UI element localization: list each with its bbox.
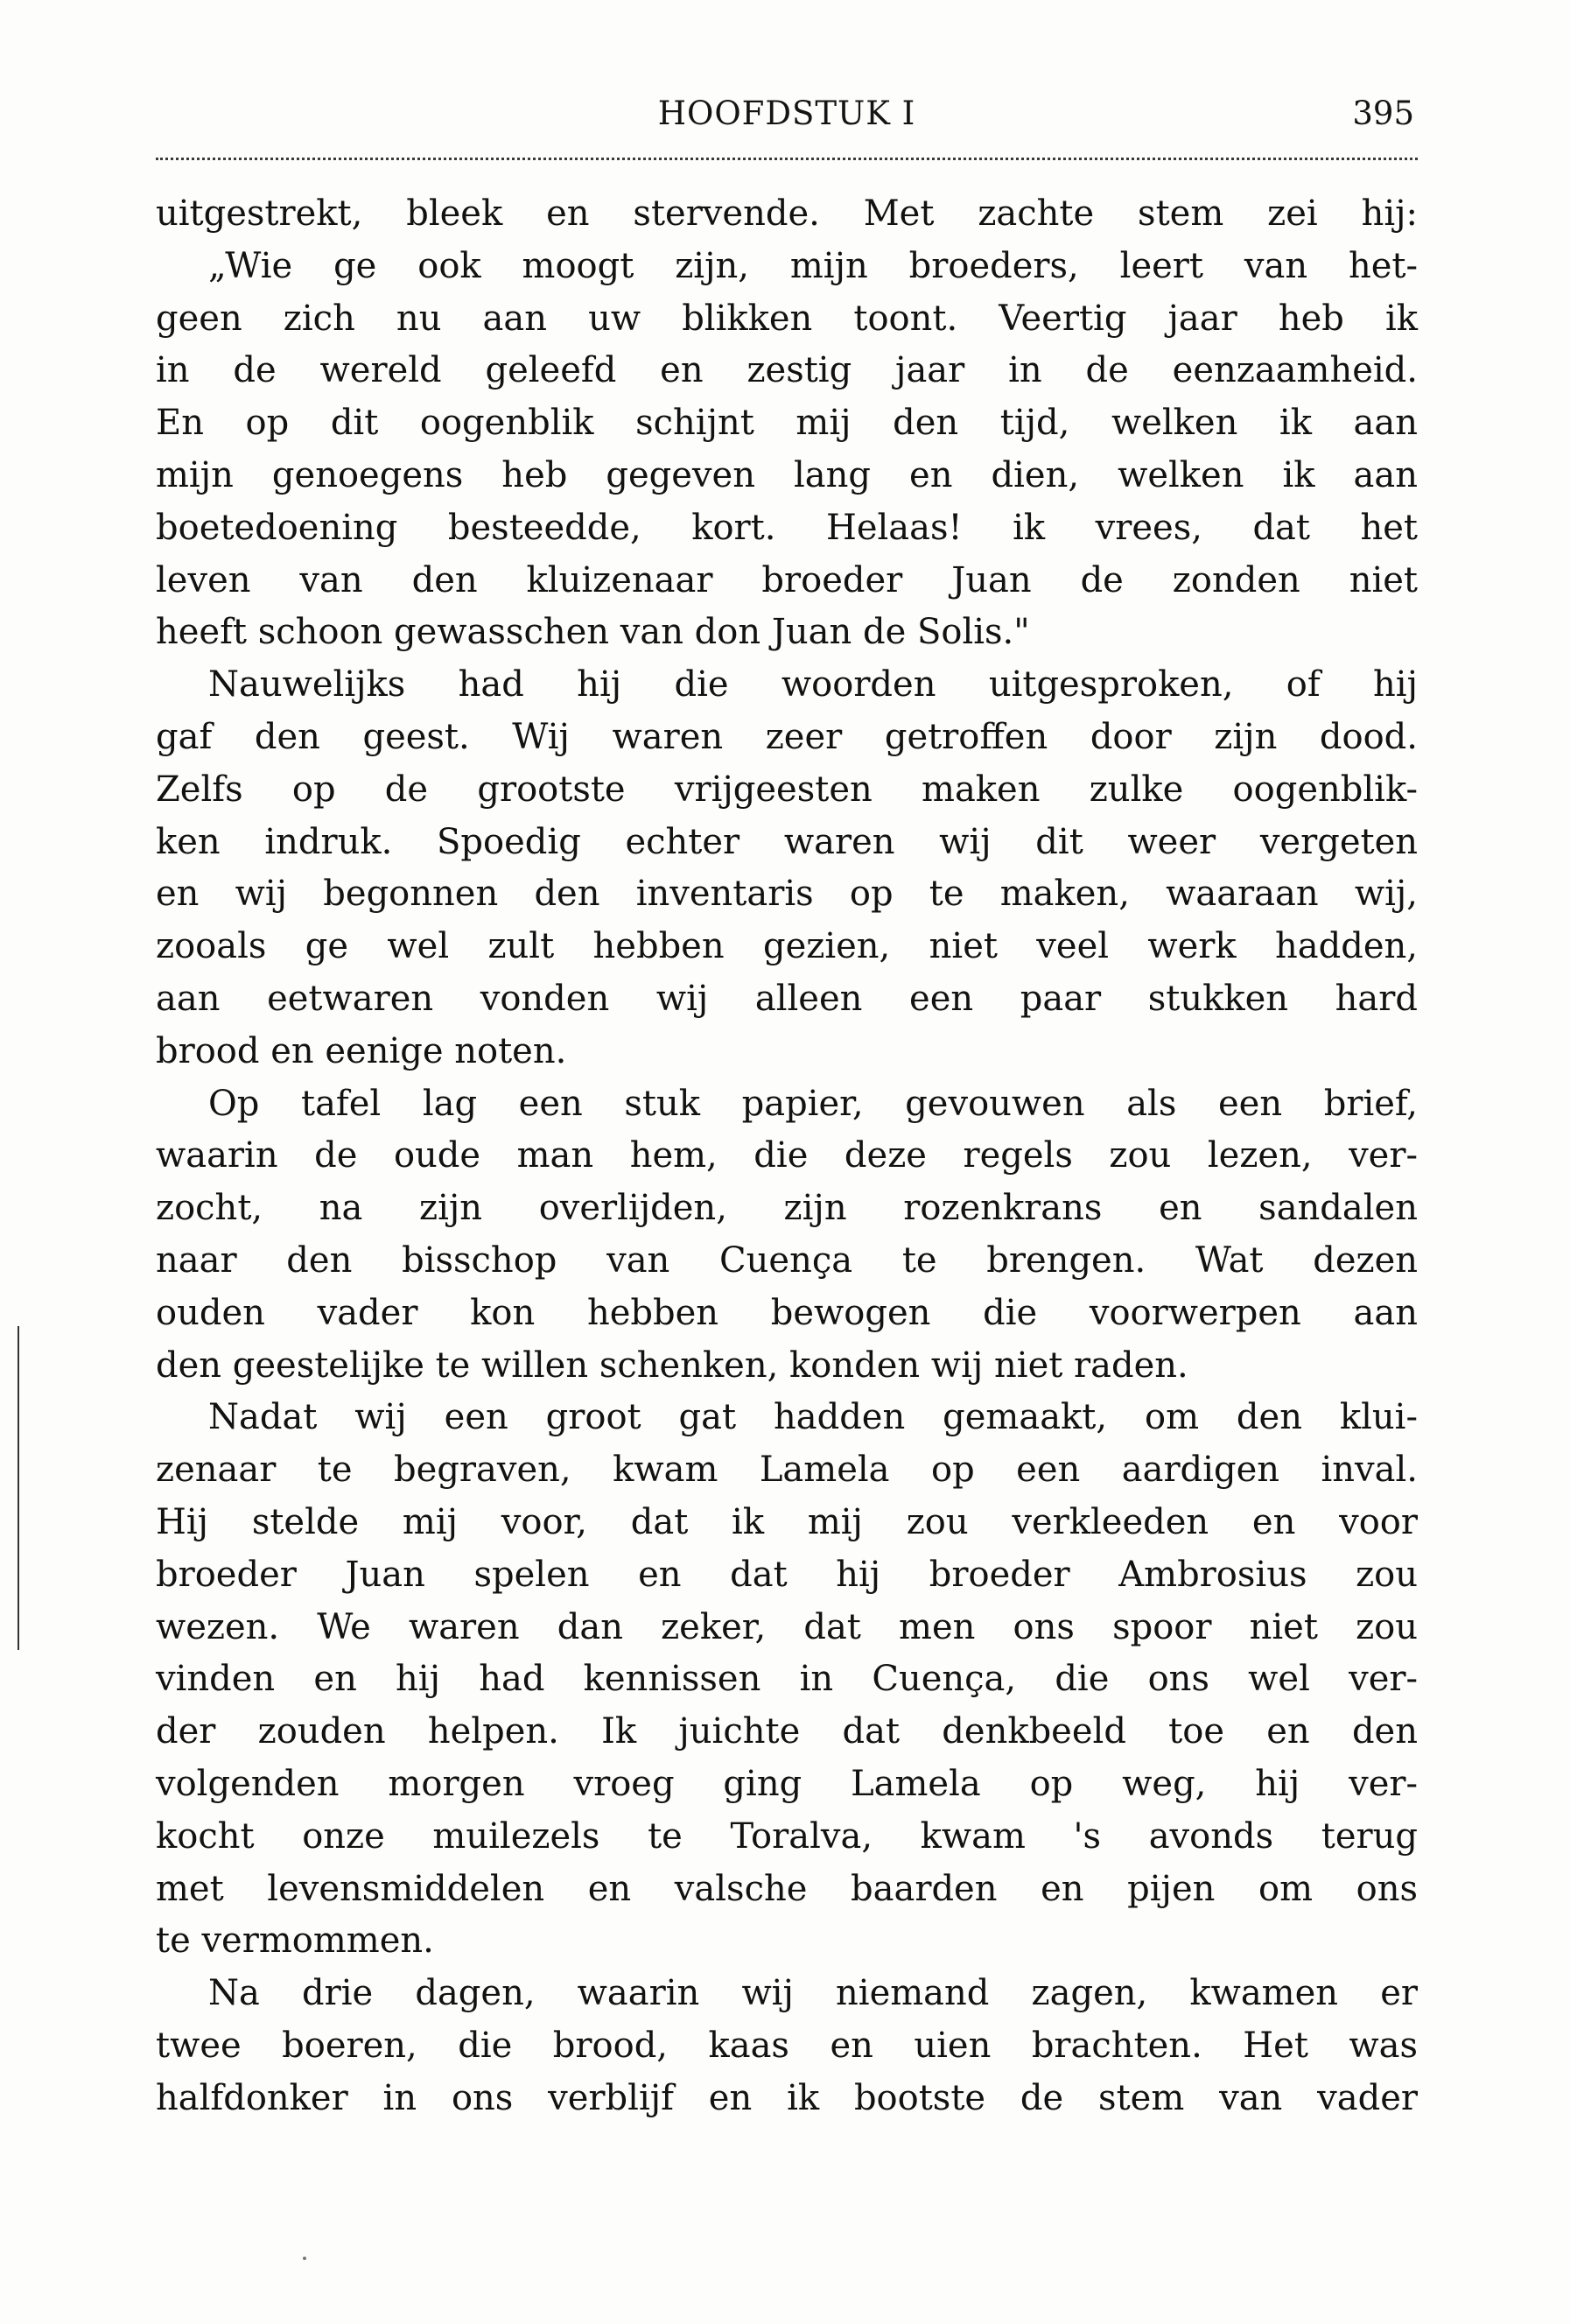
text-line: Nadat wij een groot gat hadden gemaakt, om den klui-	[208, 1397, 1418, 1438]
header-dotted-rule	[156, 158, 1418, 160]
text-line: Op tafel lag een stuk papier, gevouwen als een brief,	[208, 1083, 1418, 1124]
text-line: „Wie ge ook moogt zijn, mijn broeders, leert van het-	[208, 245, 1418, 286]
text-line: zenaar te begraven, kwam Lamela op een aardigen inval.	[156, 1450, 1418, 1491]
text-line: Zelfs op de grootste vrijgeesten maken zulke oogenblik-	[156, 769, 1418, 810]
text-line: te vermommen.	[156, 1920, 434, 1962]
text-line: naar den bisschop van Cuença te brengen. Wat dezen	[156, 1239, 1418, 1281]
text-line: Nauwelijks had hij die woorden uitgesproken, of hij	[208, 664, 1418, 706]
running-head: HOOFDSTUK I	[657, 95, 916, 132]
text-line: Hij stelde mij voor, dat ik mij zou verkleeden en voor	[156, 1501, 1418, 1542]
paragraph	[156, 1968, 1418, 2124]
scan-speck	[303, 2257, 306, 2260]
text-line: leven van den kluizenaar broeder Juan de zonden niet	[156, 559, 1418, 600]
text-line: broeder Juan spelen en dat hij broeder Ambrosius zou	[156, 1554, 1418, 1595]
text-line: brood en eenige noten.	[156, 1030, 567, 1071]
text-line: twee boeren, die brood, kaas en uien brachten. Het was	[156, 2025, 1418, 2066]
text-line: Na drie dagen, waarin wij niemand zagen, kwamen er	[208, 1973, 1418, 2014]
text-line: halfdonker in ons verblijf en ik bootste de stem van vader	[156, 2077, 1418, 2118]
margin-scan-mark	[18, 1326, 19, 1650]
paragraph	[156, 188, 1418, 659]
paragraph	[156, 659, 1418, 1078]
text-line: met levensmiddelen en valsche baarden en pijen om ons	[156, 1868, 1418, 1909]
text-line: ken indruk. Spoedig echter waren wij dit weer vergeten	[156, 821, 1418, 862]
text-line: zocht, na zijn overlijden, zijn rozenkrans en sandalen	[156, 1188, 1418, 1229]
text-line: zooals ge wel zult hebben gezien, niet veel werk hadden,	[156, 926, 1418, 967]
text-line: mijn genoegens heb gegeven lang en dien, welken ik aan	[156, 454, 1418, 495]
text-line: in de wereld geleefd en zestig jaar in de eenzaamheid.	[156, 350, 1418, 391]
paragraph	[156, 1392, 1418, 1968]
text-line: ouden vader kon hebben bewogen die voorwerpen aan	[156, 1292, 1418, 1333]
text-line: wezen. We waren dan zeker, dat men ons spoor niet zou	[156, 1606, 1418, 1647]
text-line: kocht onze muilezels te Toralva, kwam 's avonds terug	[156, 1815, 1418, 1857]
text-line: geen zich nu aan uw blikken toont. Veertig jaar heb ik	[156, 298, 1418, 339]
text-line: vinden en hij had kennissen in Cuença, die ons wel ver-	[156, 1659, 1418, 1700]
text-line: waarin de oude man hem, die deze regels zou lezen, ver-	[156, 1135, 1418, 1176]
text-line: uitgestrekt, bleek en stervende. Met zachte stem zei hij:	[156, 193, 1418, 234]
text-line: den geestelijke te willen schenken, konden wij niet raden.	[156, 1345, 1188, 1386]
text-line: der zouden helpen. Ik juichte dat denkbeeld toe en den	[156, 1711, 1418, 1752]
text-line: volgenden morgen vroeg ging Lamela op weg, hij ver-	[156, 1763, 1418, 1804]
text-line: gaf den geest. Wij waren zeer getroffen door zijn dood.	[156, 716, 1418, 757]
paragraph	[156, 1078, 1418, 1393]
body-text	[156, 188, 1418, 2124]
text-line: En op dit oogenblik schijnt mij den tijd, welken ik aan	[156, 403, 1418, 444]
text-line: heeft schoon gewasschen van don Juan de Solis."	[156, 612, 1030, 653]
text-line: boetedoening besteedde, kort. Helaas! ik vrees, dat het	[156, 507, 1418, 548]
text-line: en wij begonnen den inventaris op te maken, waaraan wij,	[156, 874, 1418, 915]
page-number: 395	[1352, 95, 1414, 132]
text-line: aan eetwaren vonden wij alleen een paar stukken hard	[156, 978, 1418, 1019]
page-header	[156, 88, 1418, 140]
